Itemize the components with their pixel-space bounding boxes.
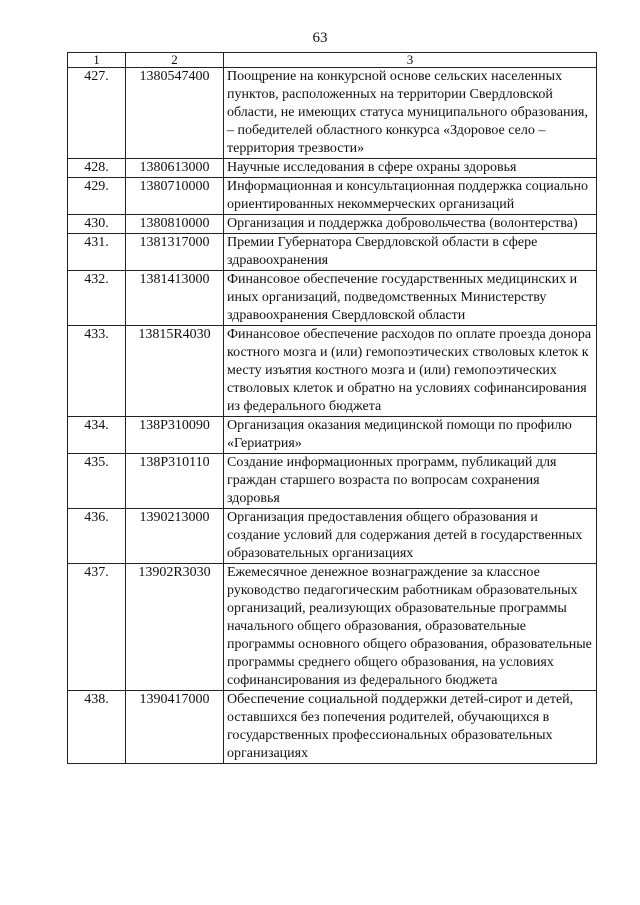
table-row (68, 326, 597, 417)
row-number: 437. (68, 564, 126, 691)
row-number: 427. (68, 68, 126, 159)
row-code: 1380710000 (126, 178, 224, 215)
row-name: Поощрение на конкурсной основе сельских населенных пунктов, расположенных на территории Свердловской области, не имеющих статуса муниципального образования, – победителей областного конкурса «Здоровое село – территория трезвости» (224, 68, 597, 159)
row-name: Обеспечение социальной поддержки детей-сирот и детей, оставшихся без попечения родителей, обучающихся в государственных профессиональных образовательных организациях (224, 691, 597, 764)
row-number: 429. (68, 178, 126, 215)
row-number: 438. (68, 691, 126, 764)
table-row (68, 454, 597, 509)
row-code: 1380810000 (126, 215, 224, 234)
row-name: Организация и поддержка добровольчества (волонтерства) (224, 215, 597, 234)
table-row (68, 271, 597, 326)
table-row (68, 215, 597, 234)
table-row (68, 691, 597, 764)
row-number: 432. (68, 271, 126, 326)
row-number: 435. (68, 454, 126, 509)
row-number: 434. (68, 417, 126, 454)
row-name: Организация предоставления общего образования и создание условий для содержания детей в государственных образовательных организациях (224, 509, 597, 564)
table-row (68, 234, 597, 271)
row-number: 436. (68, 509, 126, 564)
row-code: 1380547400 (126, 68, 224, 159)
row-name: Создание информационных программ, публикаций для граждан старшего возраста по вопросам сохранения здоровья (224, 454, 597, 509)
column-header-code: 2 (126, 53, 224, 68)
row-number: 430. (68, 215, 126, 234)
row-code: 138P310110 (126, 454, 224, 509)
row-name: Премии Губернатора Свердловской области в сфере здравоохранения (224, 234, 597, 271)
row-name: Информационная и консультационная поддержка социально ориентированных некоммерческих организаций (224, 178, 597, 215)
row-number: 431. (68, 234, 126, 271)
table-header-row (68, 53, 597, 68)
column-header-name: 3 (224, 53, 597, 68)
row-code: 138P310090 (126, 417, 224, 454)
row-name: Организация оказания медицинской помощи по профилю «Гериатрия» (224, 417, 597, 454)
row-code: 1381413000 (126, 271, 224, 326)
table-row (68, 509, 597, 564)
table-row (68, 159, 597, 178)
row-code: 1390417000 (126, 691, 224, 764)
row-name: Научные исследования в сфере охраны здоровья (224, 159, 597, 178)
row-name: Ежемесячное денежное вознаграждение за классное руководство педагогическим работникам образовательных организаций, реализующих образовательные программы начального общего образования, образовательные программы основного общего образования, образовательные программы среднего общего образования, на условиях софинансирования из федерального бюджета (224, 564, 597, 691)
table-row (68, 178, 597, 215)
table-row (68, 564, 597, 691)
row-code: 1380613000 (126, 159, 224, 178)
row-code: 1381317000 (126, 234, 224, 271)
row-code: 1390213000 (126, 509, 224, 564)
table-row (68, 68, 597, 159)
row-number: 433. (68, 326, 126, 417)
row-name: Финансовое обеспечение расходов по оплате проезда донора костного мозга и (или) гемопоэтических стволовых клеток к месту изъятия костного мозга и (или) гемопоэтических стволовых клеток и обратно на условиях софинансирования из федерального бюджета (224, 326, 597, 417)
table-row (68, 417, 597, 454)
column-header-number: 1 (68, 53, 126, 68)
page-number: 63 (312, 30, 328, 46)
row-name: Финансовое обеспечение государственных медицинских и иных организаций, подведомственных Министерству здравоохранения Свердловской области (224, 271, 597, 326)
row-number: 428. (68, 159, 126, 178)
row-code: 13815R4030 (126, 326, 224, 417)
row-code: 13902R3030 (126, 564, 224, 691)
budget-classification-table (67, 52, 597, 764)
